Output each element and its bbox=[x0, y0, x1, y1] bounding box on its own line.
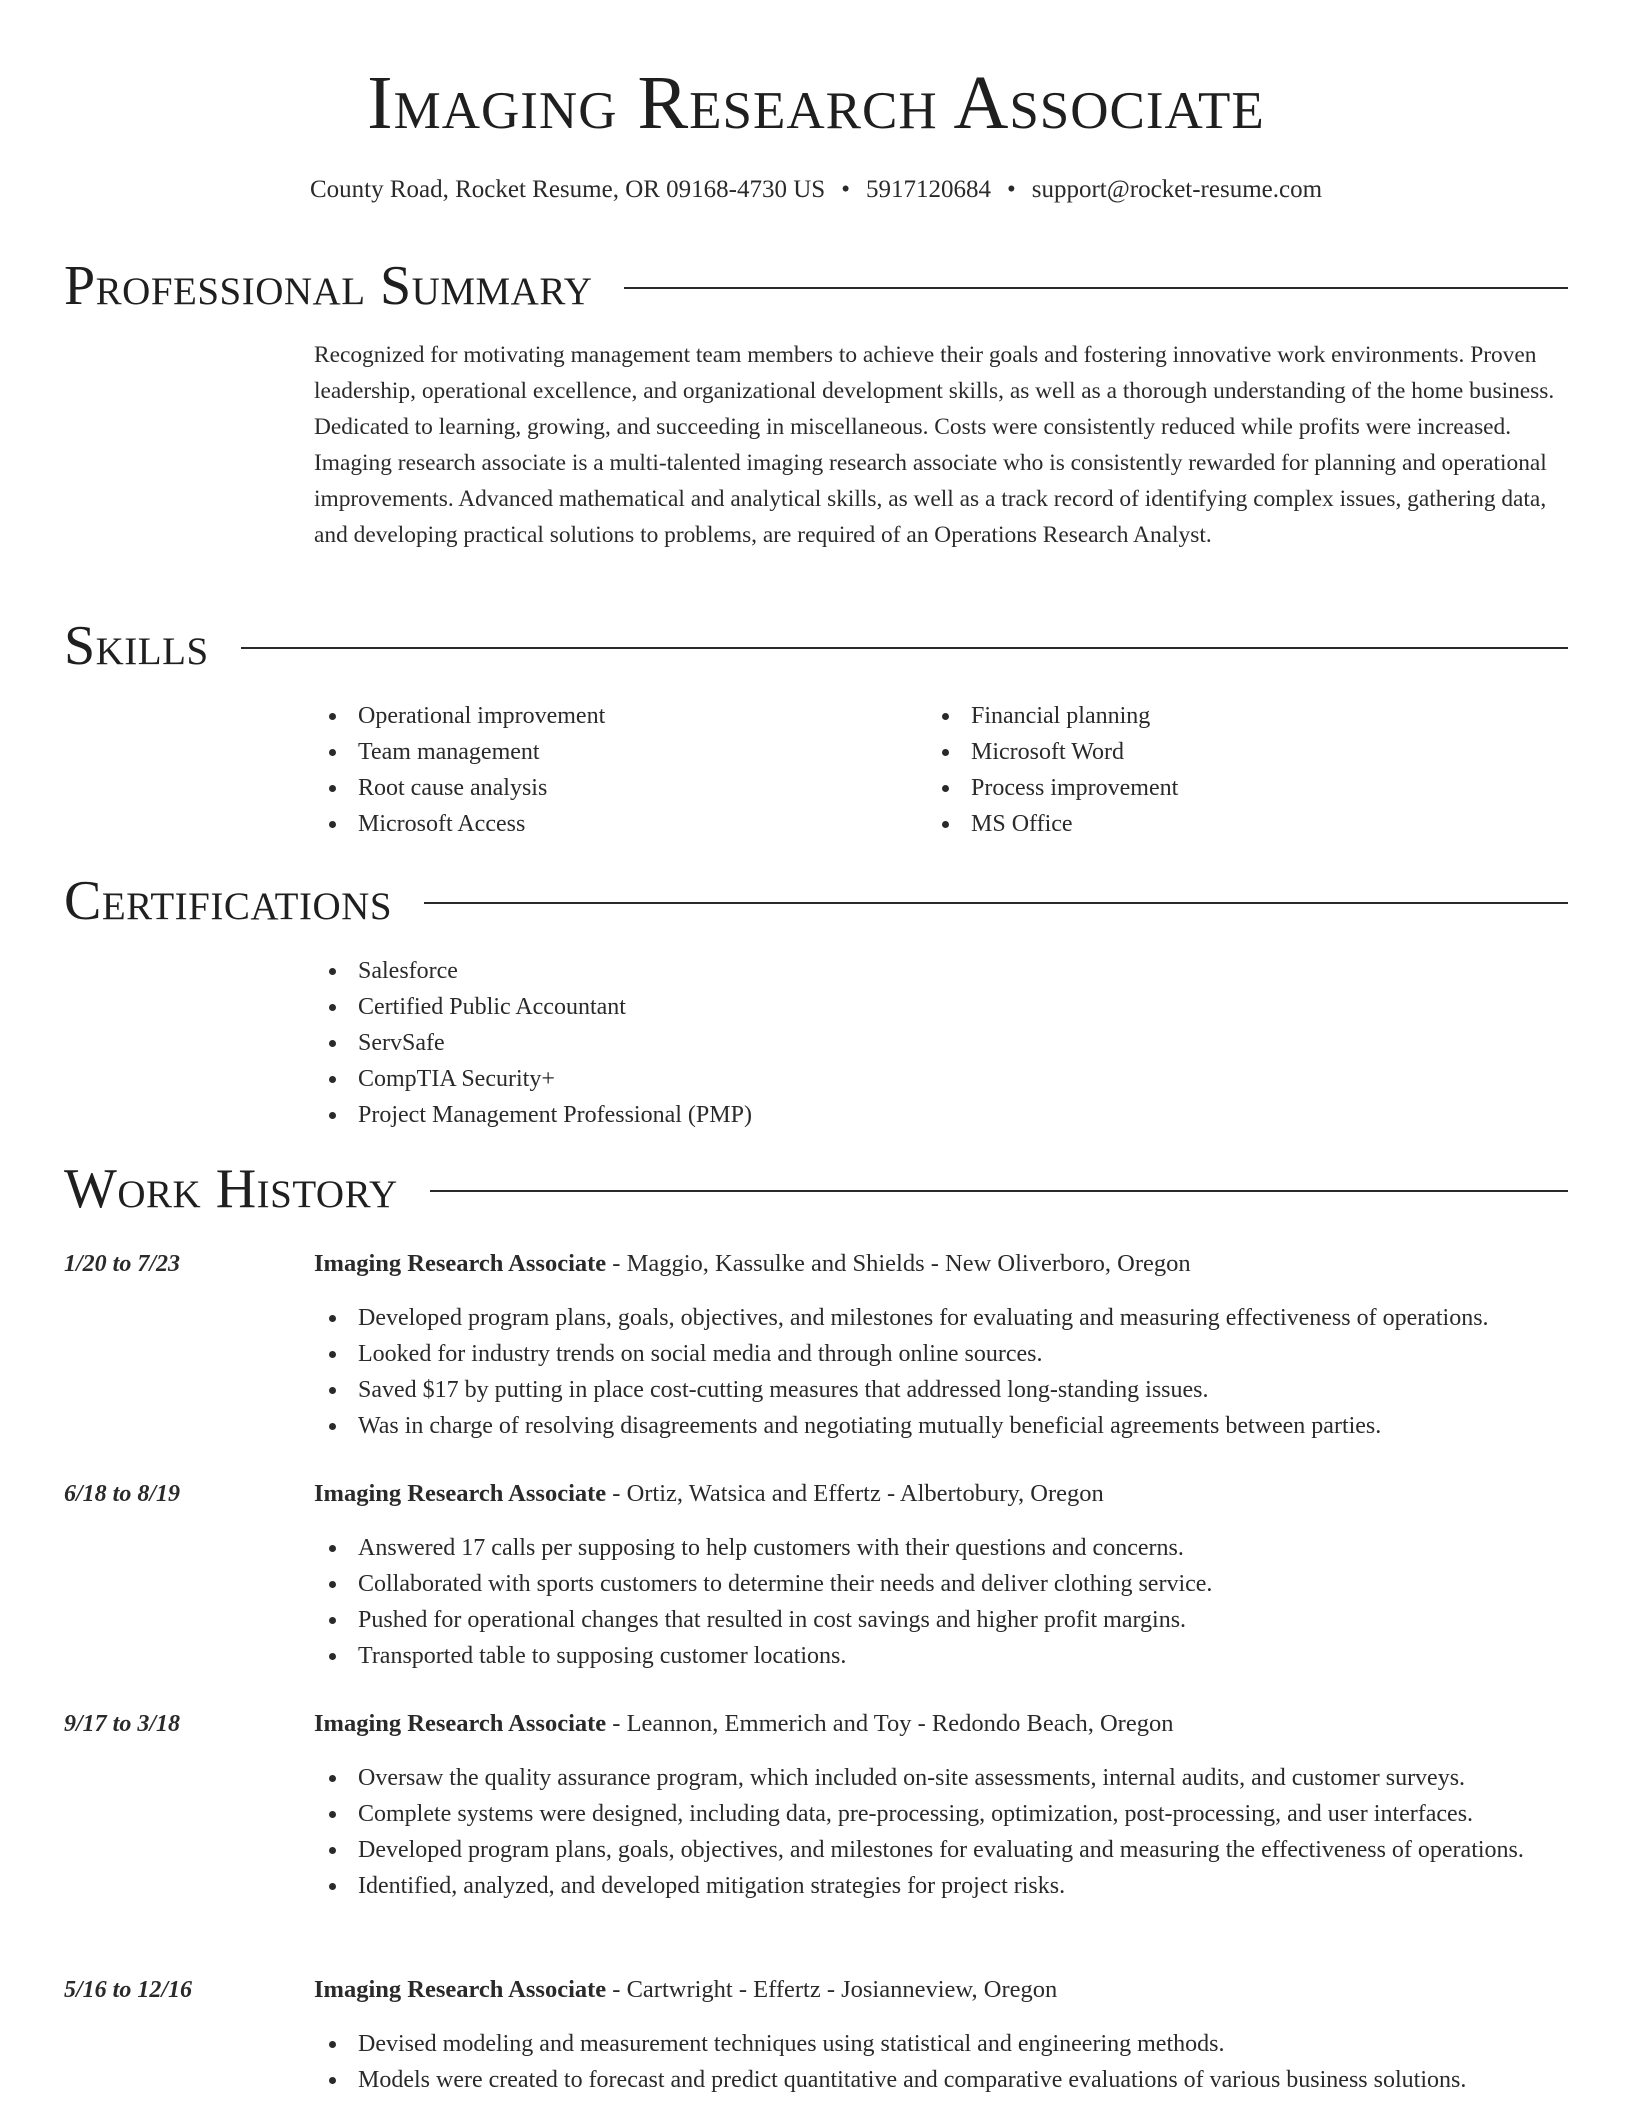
job-duty: Looked for industry trends on social media and through online sources. bbox=[314, 1336, 1574, 1372]
job-duty: Complete systems were designed, including data, pre-processing, optimization, post-processing, and user interfaces. bbox=[314, 1796, 1574, 1832]
skills-list-left bbox=[314, 698, 605, 842]
certifications-section-title: Certifications bbox=[64, 870, 393, 932]
job-duties-list bbox=[314, 1300, 1574, 1444]
skill-item: Root cause analysis bbox=[314, 770, 605, 806]
skill-item: Operational improvement bbox=[314, 698, 605, 734]
certification-item: Certified Public Accountant bbox=[314, 989, 752, 1025]
job-duty: Pushed for operational changes that resulted in cost savings and higher profit margins. bbox=[314, 1602, 1574, 1638]
section-divider bbox=[430, 1190, 1568, 1192]
candidate-name: Imaging Research Associate bbox=[367, 61, 1265, 145]
section-divider bbox=[424, 902, 1568, 904]
job-title-line bbox=[314, 1476, 1104, 1512]
skill-item: MS Office bbox=[927, 806, 1178, 842]
job-employer-location: - Maggio, Kassulke and Shields - New Oliverboro, Oregon bbox=[606, 1250, 1191, 1277]
certification-item: CompTIA Security+ bbox=[314, 1061, 752, 1097]
job-title: Imaging Research Associate bbox=[314, 1710, 607, 1737]
skill-item: Team management bbox=[314, 734, 605, 770]
skills-section-header bbox=[64, 614, 1568, 678]
certification-item: Salesforce bbox=[314, 953, 752, 989]
certification-item: ServSafe bbox=[314, 1025, 752, 1061]
contact-address: County Road, Rocket Resume, OR 09168-4730 US bbox=[309, 176, 826, 203]
work-history-section-header bbox=[64, 1157, 1568, 1221]
job-duty: Transported table to supposing customer locations. bbox=[314, 1638, 1574, 1674]
summary-text: Recognized for motivating management team members to achieve their goals and fostering innovative work environments. Proven leadership, operational excellence, and organizational development skills, as well as a thorough understanding of the home business. Dedicated to learning, growing, and succeeding in miscellaneous. Costs were consistently reduced while profits were increased. Imaging research associate is a multi-talented imaging research associate who is consistently rewarded for planning and operational improvements. Advanced mathematical and analytical skills, as well as a track record of identifying complex issues, gathering data, and developing practical solutions to problems, are required of an Operations Research Analyst. bbox=[314, 342, 1555, 548]
job-duty: Collaborated with sports customers to determine their needs and deliver clothing service. bbox=[314, 1566, 1574, 1602]
job-title-line bbox=[314, 1706, 1173, 1742]
summary-section-header bbox=[64, 254, 1568, 318]
skills-list-right bbox=[927, 698, 1178, 842]
contact-email: support@rocket-resume.com bbox=[1031, 176, 1323, 203]
job-employer-location: - Cartwright - Effertz - Josianneview, Oregon bbox=[606, 1976, 1058, 2003]
job-title-line bbox=[314, 1972, 1057, 2008]
job-employer-location: - Leannon, Emmerich and Toy - Redondo Beach, Oregon bbox=[606, 1710, 1174, 1737]
job-duty: Was in charge of resolving disagreements and negotiating mutually beneficial agreements between parties. bbox=[314, 1408, 1574, 1444]
job-dates: 6/18 to 8/19 bbox=[64, 1481, 181, 1507]
job-duty: Devised modeling and measurement techniques using statistical and engineering methods. bbox=[314, 2026, 1574, 2062]
section-divider bbox=[624, 287, 1568, 289]
job-title-line bbox=[314, 1246, 1191, 1282]
job-duties-list bbox=[314, 1760, 1574, 1904]
job-title: Imaging Research Associate bbox=[314, 1480, 607, 1507]
job-duty: Developed program plans, goals, objectives, and milestones for evaluating and measuring the effectiveness of operations. bbox=[314, 1832, 1574, 1868]
job-duty: Identified, analyzed, and developed mitigation strategies for project risks. bbox=[314, 1868, 1574, 1904]
work-history-section-title: Work History bbox=[64, 1158, 398, 1220]
job-duty: Developed program plans, goals, objectives, and milestones for evaluating and measuring effectiveness of operations. bbox=[314, 1300, 1574, 1336]
contact-separator: • bbox=[1006, 176, 1016, 203]
contact-line bbox=[0, 174, 1632, 206]
skill-item: Microsoft Access bbox=[314, 806, 605, 842]
job-title: Imaging Research Associate bbox=[314, 1250, 607, 1277]
summary-section-title: Professional Summary bbox=[64, 255, 593, 317]
job-duty: Saved $17 by putting in place cost-cutting measures that addressed long-standing issues. bbox=[314, 1372, 1574, 1408]
job-employer-location: - Ortiz, Watsica and Effertz - Albertobury, Oregon bbox=[606, 1480, 1104, 1507]
skills-section-title: Skills bbox=[64, 615, 209, 677]
skill-item: Process improvement bbox=[927, 770, 1178, 806]
job-dates: 9/17 to 3/18 bbox=[64, 1711, 181, 1737]
job-duty: Oversaw the quality assurance program, which included on-site assessments, internal audits, and customer surveys. bbox=[314, 1760, 1574, 1796]
job-dates: 5/16 to 12/16 bbox=[64, 1977, 193, 2003]
job-duties-list bbox=[314, 1530, 1574, 1674]
job-duty: Answered 17 calls per supposing to help customers with their questions and concerns. bbox=[314, 1530, 1574, 1566]
contact-separator: • bbox=[841, 176, 850, 203]
job-dates: 1/20 to 7/23 bbox=[64, 1251, 181, 1277]
job-duties-list bbox=[314, 2026, 1574, 2098]
contact-phone: 5917120684 bbox=[865, 176, 991, 203]
certifications-section-header bbox=[64, 869, 1568, 933]
certification-item: Project Management Professional (PMP) bbox=[314, 1097, 752, 1133]
job-duty: Models were created to forecast and predict quantitative and comparative evaluations of various business solutions. bbox=[314, 2062, 1574, 2098]
certifications-list bbox=[314, 953, 752, 1133]
skill-item: Microsoft Word bbox=[927, 734, 1178, 770]
section-divider bbox=[241, 647, 1568, 649]
job-title: Imaging Research Associate bbox=[314, 1976, 607, 2003]
skill-item: Financial planning bbox=[927, 698, 1178, 734]
